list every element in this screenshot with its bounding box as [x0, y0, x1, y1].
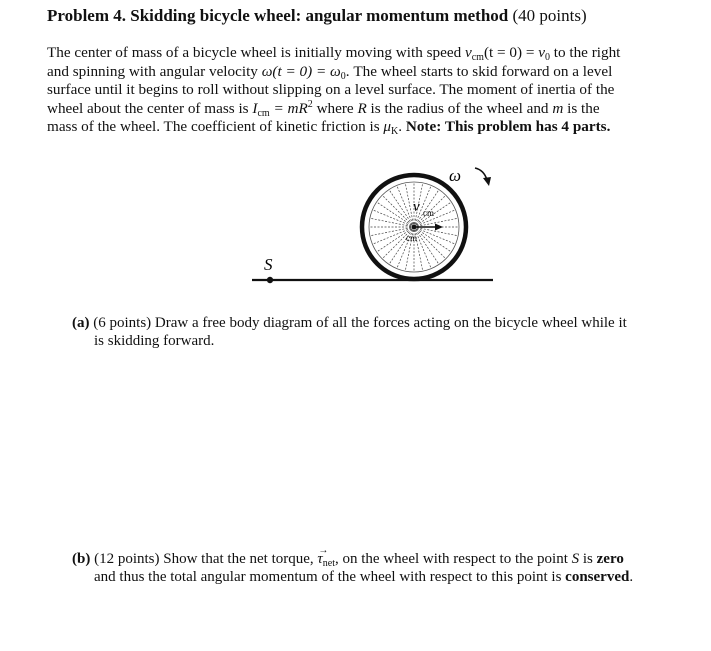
part-a-line: is skidding forward.	[94, 333, 215, 349]
part-a-line: (a) (6 points) Draw a free body diagram of all the forces acting on the bicycle wheel while it	[72, 315, 627, 331]
statement-line: surface until it begins to roll without slipping on a level surface. The moment of inertia of the	[47, 81, 615, 99]
part-a	[72, 314, 627, 350]
statement-line: wheel about the center of mass is $I_{cm} = mR^2$ where R is the radius of the wheel and m is the	[47, 98, 600, 119]
part-a-label: (a)	[72, 315, 90, 331]
parts-note: Note: This problem has 4 parts.	[405, 118, 611, 136]
cm-label: cm	[406, 233, 417, 243]
omega-label: ω	[449, 166, 462, 185]
point-s-dot	[267, 277, 273, 283]
velocity-sub-label: cm	[423, 208, 434, 218]
bicycle-wheel	[362, 175, 466, 279]
statement-line: The center of mass of a bicycle wheel is initially moving with speed $v_{cm}(t = 0) = v_0$ to the right	[47, 44, 621, 63]
problem-name: Skidding bicycle wheel: angular momentum method	[130, 6, 509, 25]
part-b-line: and thus the total angular momentum of the wheel with respect to this point is conserved.	[94, 569, 634, 585]
part-b-label: (b)	[72, 551, 91, 567]
problem-number: Problem 4.	[47, 6, 127, 25]
part-b	[72, 545, 634, 586]
problem-points: (40 points)	[512, 6, 587, 25]
statement-line: mass of the wheel. The coefficient of kinetic friction is $\mu_K$. Note: This problem has 4 parts.	[47, 118, 611, 138]
velocity-label: v	[413, 199, 420, 215]
point-s-label: S	[264, 255, 273, 274]
rotation-arrowhead	[483, 177, 491, 186]
statement-line: and spinning with angular velocity $\omega(t = 0) = \omega_0$. The wheel starts to skid forward on a level	[47, 62, 613, 82]
tau-symbol: τ →	[317, 545, 329, 567]
part-b-line: (b) (12 points) Show that the net torque, τ → $_{net}$, on the wheel with respect to the point S is zero	[72, 545, 624, 569]
